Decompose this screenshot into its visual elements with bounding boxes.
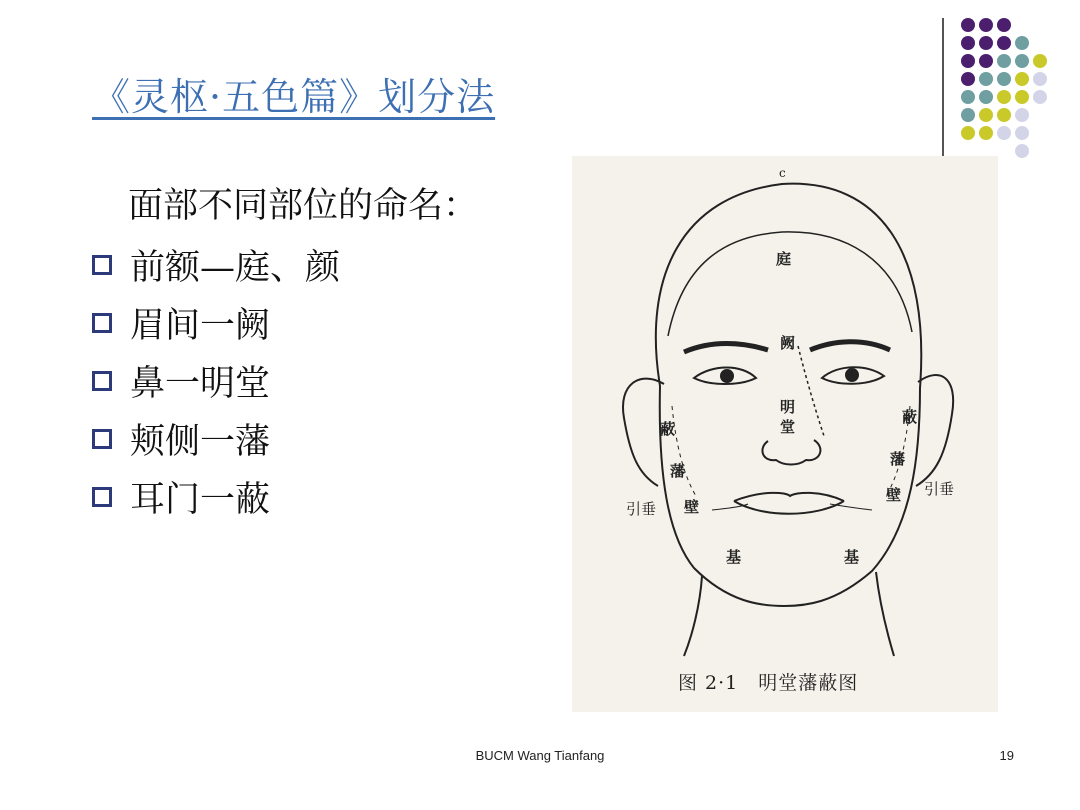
label-bi2-left: 壁 xyxy=(684,498,700,516)
square-bullet-icon xyxy=(92,429,112,449)
label-fan-right: 藩 xyxy=(890,450,906,468)
decorative-dot xyxy=(1015,54,1029,68)
decorative-dot xyxy=(997,72,1011,86)
bullet-item xyxy=(92,410,340,468)
decorative-dot xyxy=(1033,90,1047,104)
bullet-item xyxy=(92,236,340,294)
decorative-dot xyxy=(997,108,1011,122)
decorative-dot xyxy=(979,108,993,122)
decorative-dot xyxy=(1015,72,1029,86)
decorative-dot xyxy=(1033,54,1047,68)
bullet-item xyxy=(92,468,340,526)
decorative-dot xyxy=(979,90,993,104)
bullet-text: 眉间一阙 xyxy=(130,306,271,346)
decorative-dot xyxy=(1015,108,1029,122)
square-bullet-icon xyxy=(92,313,112,333)
decorative-dot xyxy=(979,72,993,86)
label-ji-right: 基 xyxy=(844,548,860,566)
label-tang: 堂 xyxy=(780,418,796,436)
square-bullet-icon xyxy=(92,487,112,507)
subtitle: 面部不同部位的命名： xyxy=(128,186,479,226)
bullet-text: 前额—庭、颜 xyxy=(130,248,341,288)
decorative-dot xyxy=(961,54,975,68)
label-bi2-right: 壁 xyxy=(886,486,902,504)
decorative-dot xyxy=(1015,90,1029,104)
label-ji-left: 基 xyxy=(726,548,742,566)
decorative-dot-grid xyxy=(955,14,1065,174)
decorative-dot xyxy=(961,126,975,140)
decorative-dot xyxy=(979,54,993,68)
decorative-dot xyxy=(997,90,1011,104)
footer-author: BUCM Wang Tianfang xyxy=(475,748,605,763)
bullet-text: 颊侧一藩 xyxy=(130,422,271,462)
bullet-item xyxy=(92,352,340,410)
label-yinchui-left: 引垂 xyxy=(626,500,657,518)
bullet-list xyxy=(92,236,340,526)
bullet-text: 鼻一明堂 xyxy=(130,364,271,404)
decorative-dot xyxy=(979,18,993,32)
square-bullet-icon xyxy=(92,371,112,391)
label-ting: 庭 xyxy=(776,250,792,268)
decorative-dot xyxy=(961,72,975,86)
decorative-dot xyxy=(997,54,1011,68)
decorative-dot xyxy=(997,126,1011,140)
decorative-dot xyxy=(961,108,975,122)
decorative-dot xyxy=(961,18,975,32)
decorative-dot xyxy=(1015,126,1029,140)
decorative-dot xyxy=(1015,144,1029,158)
slide-title: 《灵枢·五色篇》划分法 xyxy=(92,75,496,119)
label-c: c xyxy=(779,166,786,180)
bullet-item xyxy=(92,294,340,352)
label-bi-left: 蔽 xyxy=(660,420,676,438)
square-bullet-icon xyxy=(92,255,112,275)
divider-line xyxy=(942,18,944,156)
label-ming: 明 xyxy=(780,398,796,416)
decorative-dot xyxy=(1033,72,1047,86)
bullet-text: 耳门一蔽 xyxy=(130,480,271,520)
decorative-dot xyxy=(961,36,975,50)
decorative-dot xyxy=(979,126,993,140)
label-fan-left: 藩 xyxy=(670,462,686,480)
decorative-dot xyxy=(979,36,993,50)
figure-caption: 图 2·1 明堂藩蔽图 xyxy=(678,672,859,694)
decorative-dot xyxy=(961,90,975,104)
decorative-dot xyxy=(997,18,1011,32)
decorative-dot xyxy=(1015,36,1029,50)
label-bi-right: 蔽 xyxy=(902,408,918,426)
label-yinchui-right: 引垂 xyxy=(924,480,955,498)
decorative-dot xyxy=(997,36,1011,50)
face-diagram xyxy=(572,156,998,712)
label-que: 阙 xyxy=(780,334,796,352)
page-number: 19 xyxy=(999,748,1014,763)
